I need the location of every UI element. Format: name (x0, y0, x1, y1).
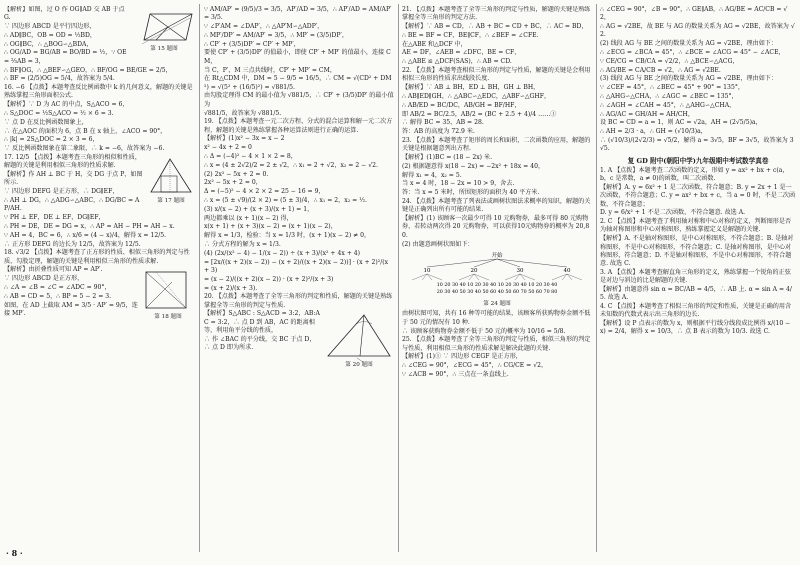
text-block: 【解析】∵ AB = CD，∴ AB + BC = CD + BC，∴ AC = BD， (402, 23, 588, 31)
text-block: x(x + 1) + (x + 3)(x − 2) = (x + 1)(x − 2)， (204, 223, 337, 231)
column-divider (199, 4, 200, 552)
text-block: ∴ AB/ED = BC/DC，AB/GH = BF/HF， (402, 101, 521, 109)
text-block: ∴ CP′ + (3/5)DP′ = CP′ + MP′， (204, 40, 300, 48)
text-block: ∵ 四边形 ABCD 是正方形， (4, 275, 84, 283)
text-block: 【解析】(1)x² − 3x = x − 2 (204, 135, 285, 143)
text-block: ∴ △ABE ≌ △DCF(SAS)，∴ AB = CD. (402, 58, 512, 66)
question-23: 23. 【点拨】本题考查了矩形的周长和面积，二次函数的应用，解题的关键是根据题意列出方程. (402, 136, 591, 153)
text-block: ∴ ∠CEG = 90°，∠ECG = 45°，∴ CG/CE = √2， (402, 362, 548, 370)
text-block: ∴ AB = CD = 5，∴ BP = 5 − 2 = 3. (4, 292, 112, 300)
figure-17 (148, 156, 194, 205)
text-block: ∴ BE = BF = CF，BE∥CF，∴ ∠BEF = ∠CFE. (402, 31, 539, 39)
text-block: 设 BC = CD = a = 1，则 AC = √2a，AH = (2√5/5)a， (600, 119, 762, 127)
text-block: ∴ △AHG∽△CHA，∴ ∠AGC = ∠BEC = 135°， (600, 92, 738, 100)
text-block: ∴ AD∥BC，OB = OD = ½BD， (4, 31, 96, 39)
text-block: ∴ 正方形 DEFG 的边长为 12/5，故答案为 12/5. (4, 240, 141, 248)
text-block: ∴ 分式方程的解为 x = 1/3. (204, 241, 281, 249)
text-block: 【解析】(1)BC = (18 − 2x) 米. (402, 154, 493, 162)
question-24: 24. 【点拨】本题考查了列表法或画树状图法求概率的知识，解题的关键是正确列出所有可能的结果. (402, 198, 591, 214)
text-block: ∴ OG/AD = BG/AB = BO/BD = ½，∵ OE = ⅔AB = 3， (4, 49, 127, 65)
page-number: · 8 · (6, 548, 23, 558)
figure-20 (324, 312, 394, 369)
text-block: ∴ ∠CEG = 90°，∠B = 90°，∴ GE∥AB，∴ AG/BE = AC/CB = √2， (600, 6, 788, 22)
text-block: ∴ BF = (2/5)OG = 5/4，故答案为 5/4. (4, 75, 115, 83)
text-block: (3) 线段 AG 与 BE 之间的数量关系为 AG = √2BE，理由如下： (600, 75, 777, 83)
text-block: 如图，在 AD 上截取 AM = 3/5 · AP′ = 9/5，连接 MP′. (4, 301, 138, 317)
text-block: 答：当 x = 5 米时，所围矩形的面积为 40 平方米. (402, 189, 540, 197)
figure-24-caption: 第 24 题图 (483, 301, 511, 308)
text-block: 要使 CP′ + (3/5)DP′ 的值最小，即使 CP′ + MP′ 的值最小，连接 CM， (204, 49, 391, 65)
figure-18-caption: 第 18 题图 (154, 314, 182, 321)
question-2: 2. C 【点拨】本题考查了利用轴对称和中心对称的定义，判断图形是否为轴对称图形和中心对称图形，熟练掌握定义是解题的关键. (600, 218, 792, 234)
text-block: 2x² − 5x + 2 = 0， (204, 179, 262, 187)
text-block: ∵ 四边形 DEFG 是正方形，∴ DG∥EF， (4, 188, 119, 196)
text-block: ∵ ∠CEF = 45°，∴ ∠BEC = 45° + 90° = 135°， (600, 84, 744, 92)
text-block: 【解析】作 AH ⊥ BC 于 H，交 DG 于点 P，如图所示. (4, 171, 143, 187)
text-block: ∴ AG/AC = GH/AH = AH/CH， (600, 110, 694, 118)
text-block: 答：AB 的高度为 72.9 米. (402, 128, 475, 136)
figure-15 (134, 8, 194, 53)
text-block: 当 C，P′，M 三点共线时，CP′ + MP′ = CM， (204, 66, 336, 74)
text-block: ∵ 点 D 在反比例函数图象上， (4, 118, 88, 126)
question-20: 20. 【点拨】本题考查了全等三角形的判定和性质，解题的关键是熟练掌握全等三角形的判定与性质. (204, 293, 393, 309)
text-block: ∴ AH ⊥ DG，∴ △ADG∽△ABC，∴ DG/BC = AP/AH. (4, 197, 140, 213)
text-block: (2) 线段 AG 与 BE 之间的数量关系为 AG = √2BE，理由如下： (600, 40, 777, 48)
text-block: 【解析】(1) 该顾客一次最少可得 10 元购物券，最多可得 80 元购物券，若转动两次得 20 元购物券，可以获得10元购物券的概率为 20,80. (402, 215, 590, 239)
text-block: (2) 由题意画树状图如下： (402, 240, 474, 248)
text-block: = (x − 2)/((x + 2)(x − 2)) · (x + 2)²/(x + 3) (204, 275, 334, 283)
text-block: = [2x/((x + 2)(x − 2)) − (x + 2)/((x + 2)(x − 2))] · (x + 2)²/(x + 3) (204, 258, 389, 274)
text-block: 当 x = 4 时，18 − 2x = 10 > 9，舍去. (402, 180, 515, 188)
question-25: 25. 【点拨】本题考查了全等三角形的判定与性质，相似三角形的判定与性质，利用相似三角形的性质求解是解决此题的关键. (402, 336, 591, 352)
text-block: ∴ OG∥BC，∴ △BOG∽△BDA， (4, 40, 93, 48)
text-block: ∵ AM/AP′ = (9/5)/3 = 3/5，AP′/AD = 3/5，∴ AP′/AD = AM/AP′ = 3/5. (204, 6, 392, 22)
question-21: 21. 【点拨】本题考查了全等三角形的判定与性质，解题的关键是熟练掌握全等三角形的判定方法. (402, 6, 591, 22)
text-block: 解得 x₁ = 4，x₂ = 5. (402, 171, 462, 179)
text-block: 【解析】∵ D 为 AC 的中点，S△ACO = 6， (4, 101, 129, 109)
text-block: 【解析】如图，过 O 作 OG∥AD 交 AB 于点 G. (4, 6, 125, 22)
text-block: ∴ 解得 BC = 35，AB = 28. (402, 119, 484, 127)
text-block: ∴ 该顾客获购物券金额不低于 50 元的概率为 10/16 = 5/8. (402, 327, 566, 335)
section-title: 复 GD 附中(朝阳中学)九年级期中考试数学真卷 (627, 156, 769, 165)
text-block: ∴ BF∥OG，∴ △BEF∽△GEO，∴ BF/OG = BE/GE = 2/5， (4, 66, 172, 74)
tree-level1-node: 20 (470, 267, 478, 274)
text-block: 解得 x = 1/3，检验：当 x = 1/3 时，(x + 1)(x − 2) ≠ 0， (204, 232, 371, 240)
question-17: 17. 12/5 【点拨】本题考查三角形的相似和性质，解题的关键是利用相似三角形的性质求解. (4, 154, 141, 170)
text-block: D. y = 6/x² + 1 不是二次函数，不符合题意. 故选 A. (600, 209, 746, 217)
column-2 (204, 6, 394, 551)
text-block: 【解析】∵ AB ⊥ BH，ED ⊥ BH，GH ⊥ BH， (402, 84, 540, 92)
text-block: ∴ x = (5 ± √9)/(2 × 2) = (5 ± 3)/4，∴ x₁ = 2，x₂ = ½. (204, 197, 367, 205)
tree-level2-row: 10 20 30 40 10 20 30 40 10 20 30 40 10 20 30 40 (436, 282, 558, 288)
text-block: (4) (2x/(x² − 4) − 1/(x − 2)) ÷ (x + 3)/(x² + 4x + 4) (204, 249, 361, 257)
text-block: ∵ CE/CG = CB/CA = √2/2，∴ △BCE∽△ACG， (600, 57, 739, 65)
tree-level3-row: 20 30 40 50 30 40 50 60 40 50 60 70 50 60 70 80 (436, 289, 558, 295)
text-block: (3) x/(x − 2) + (x + 3)/(x + 1) = 1， (204, 205, 314, 213)
figure-15-caption: 第 15 题图 (150, 46, 178, 52)
text-block: ∵ ∠P′AM = ∠DAP′，∴ △AP′M∽△ADP′， (204, 23, 324, 31)
text-block: 【解析】(1)① ∵ 四边形 CEGF 是正方形， (402, 353, 522, 361)
text-block: ∴ MP′/DP′ = AM/AP′ = 3/5，∴ MP′ = (3/5)DP′， (204, 31, 348, 39)
tree-diagram (402, 251, 592, 309)
text-block: ∵ ∠ACB = 90°，∴ 三点在一条直线上. (402, 370, 509, 378)
text-block: = (x + 2)/(x + 3). (204, 284, 258, 292)
text-block: (2) 根据题意得 x(18 − 2x) = −2x² + 18x = 40， (402, 162, 545, 170)
text-block: ∵ PH ⊥ EF，DE ⊥ EF，DG∥EF， (4, 214, 105, 222)
text-block: AE = DF，∠AEB = ∠DFC，BE = CF， (402, 49, 521, 57)
square-fold-figure-icon (142, 268, 194, 314)
tree-level1-node: 10 (423, 267, 431, 274)
text-block: ∴ ∠ECG = ∠BCA = 45°，∴ ∠BCE = ∠ACG = 45° − ∠ACE， (600, 48, 785, 56)
figure-17-caption: 第 17 题图 (157, 198, 185, 205)
parallelogram-figure-icon (134, 8, 194, 46)
triangle-square-figure-icon (148, 156, 194, 198)
text-block: (2) 2x² − 5x + 2 = 0. (204, 170, 269, 178)
column-1 (4, 6, 194, 551)
tree-level1-node: 40 (563, 267, 571, 274)
question-19: 19. 【点拨】本题考查一元二次方程、分式的混合运算和解一元二次方程，解题的关键是熟练掌握各种运算法则进行正确的运算. (204, 118, 393, 134)
question-3: 3. A 【点拨】本题考查解直角三角形的定义，熟练掌握一个锐角的正弦是对边与斜边的比是解题的关键. (600, 268, 791, 285)
text-block: ∴ Δ = (−4)² − 4 × 1 × 2 = 8， (204, 153, 297, 161)
text-block: 在 Rt△CDM 中，DM = 5 − 9/5 = 16/5，∴ CM = √(CD² + DM²) = √(5² + (16/5)²) = √881/5. (204, 75, 392, 91)
text-block: ∴ 作 ∠BAC 的平分线，交 BC 于点 D，∴ 点 D 即为所求. (204, 335, 316, 352)
text-block: 【解析】S△ABC : S△ACD = 3:2，AB:AC = 3:2，∴ 点 D 到 AB，AC 的距离相等，利用角平分线的性质， (204, 310, 320, 334)
text-block: ∴ AG = √2BE，故 BE 与 AG 的数量关系为 AG = √2BE，故答案为 √2. (600, 23, 795, 39)
text-block: ∴ PH = DE，DE = DG = x，∴ AP = AH − PH = AH − x. (4, 222, 175, 230)
text-block: ∴ |k| = 2S△DOC = 2 × 3 = 6， (4, 136, 99, 144)
triangle-bisector-figure-icon (324, 312, 394, 362)
column-4 (600, 6, 796, 551)
text-block: ∴ S△DOC = ½S△ACO = ½ × 6 = 3. (4, 110, 114, 118)
question-18: 18. √3/2 【点拨】本题考查了正方形的性质、相似三角形的判定与性质、勾股定理，解题的关键是利用相似三角形的性质求解. (4, 249, 190, 265)
column-divider (596, 4, 597, 552)
text-block: ∵ 四边形 ABCD 是平行四边形， (4, 23, 96, 31)
text-block: ∴ (√10/3)/(2√2/3) = √5/2，解得 a = 3√5，BF = 3√5，故答案为 3√5. (600, 136, 794, 153)
text-block: ∴ AG/BE = CA/CB = √2，∴ AG = √2BE. (600, 66, 721, 74)
question-22: 22. 【点拨】本题考查相似三角形的判定与性质，解题的关键是会利用相似三角形的性质求出线段长度. (402, 67, 591, 83)
text-block: 由勾股定理得 CM 的最小值为 √881/5，∴ CP′ + (3/5)DP′ 的最小值为 (204, 92, 394, 108)
column-3 (402, 6, 592, 551)
text-block: 在△ABE 和△DCF 中， (402, 40, 467, 48)
text-block: ∵ 反比例函数图象在第二象限，∴ k = −6，故答案为 −6. (4, 145, 165, 153)
text-block: 【解析】由题意得 sin α = BC/AB = 4/5，∴ AB 上. α = sin A = 4/5. 故选 A. (600, 286, 792, 302)
text-block: Δ = (−5)² − 4 × 2 × 2 = 25 − 16 = 9， (204, 188, 325, 196)
column-divider (398, 4, 399, 552)
question-4: 4. C 【点拨】本题考查了相似三角形的判定和性质，关键是正确的用含未知数的代数式表示出三角形的边长. (600, 303, 792, 319)
tree-root-label: 开始 (491, 252, 503, 259)
text-block: 【解析】设 P 点表示的数为 x，则根据平行线分线段成比例得 x/(10 − x) = 2/4，解得 x = 10/3，∴ 点 B 表示的数为 10/3. 故选 C. (600, 320, 791, 336)
figure-18 (142, 268, 194, 321)
question-16: 16. −6 【点拨】本题考查反比例函数中 k 的几何意义，解题的关键是熟练掌握三角形面积公式. (4, 84, 193, 100)
text-block: ∵ AH = 4，BC = 6，∴ x/6 = (4 − x)/4，解得 x = 12/5. (4, 231, 167, 239)
question-1: 1. A 【点拨】本题考查二次函数的定义，形如 y = ax² + bx + c(a，b，c 是常数，a ≠ 0)的函数，叫二次函数. (600, 166, 789, 183)
text-block: 两边都乘以 (x + 1)(x − 2) 得， (204, 214, 293, 222)
text-block: 【解析】A. 不是轴对称图形，是中心对称图形，不符合题意；B. 是轴对称图形，不是中心对称图形，不符合题意；C. 是轴对称图形，是中心对称图形，符合题意；D. 不是轴对称图形，不是中心对称图形，不符合题意. 故选 C. (600, 235, 794, 268)
text-block: 【解析】A. y = 6x² + 1 是二次函数，符合题意；B. y = 2x + 1 是一次函数，不符合题意；C. y = ax² + bx + c，当 a = 0 时，不是二次函数，不符合题意； (600, 183, 796, 208)
text-block: ∴ x = (4 ± 2√2)/2 = 2 ± √2，∴ x₁ = 2 + √2，x₂ = 2 − √2. (204, 161, 378, 169)
text-block: ∴ AH = 2/3 · a，∴ GH = (√10/3)a， (600, 128, 707, 136)
text-block: 由树状图可知，共有 16 种等可能的结果，该顾客所获购物券金额不低于 50 元的情况有 10 种. (402, 310, 591, 326)
probability-tree-icon (404, 251, 590, 297)
text-block: ∴ AB∥ED∥GH，∴ △ABC∽△EDC，△ABF∽△GHF， (402, 92, 551, 100)
text-block: 【解析】由折叠性质可知 AP = AP′. (4, 266, 103, 274)
text-block: 即 AB/2 = BC/2.5，AB/2 = (BC + 2.5 + 4)/4 ……① (402, 110, 557, 118)
figure-20-caption: 第 20 题图 (345, 362, 373, 369)
text-block: ∴ ∠AGH = ∠CAH = 45°，∴ △AHG∽△CHA， (600, 101, 736, 109)
text-block: √881/5，故答案为 √881/5. (204, 109, 282, 117)
text-block: x² − 4x + 2 = 0 (204, 144, 252, 152)
tree-level1-node: 30 (516, 267, 524, 274)
text-block: ∴ ∠A = ∠B = ∠C = ∠ADC = 90°， (4, 284, 111, 291)
text-block: ∴ 在△AOC 的面积为 6，点 B 在 x 轴上，∠ACO = 90°， (4, 127, 167, 135)
